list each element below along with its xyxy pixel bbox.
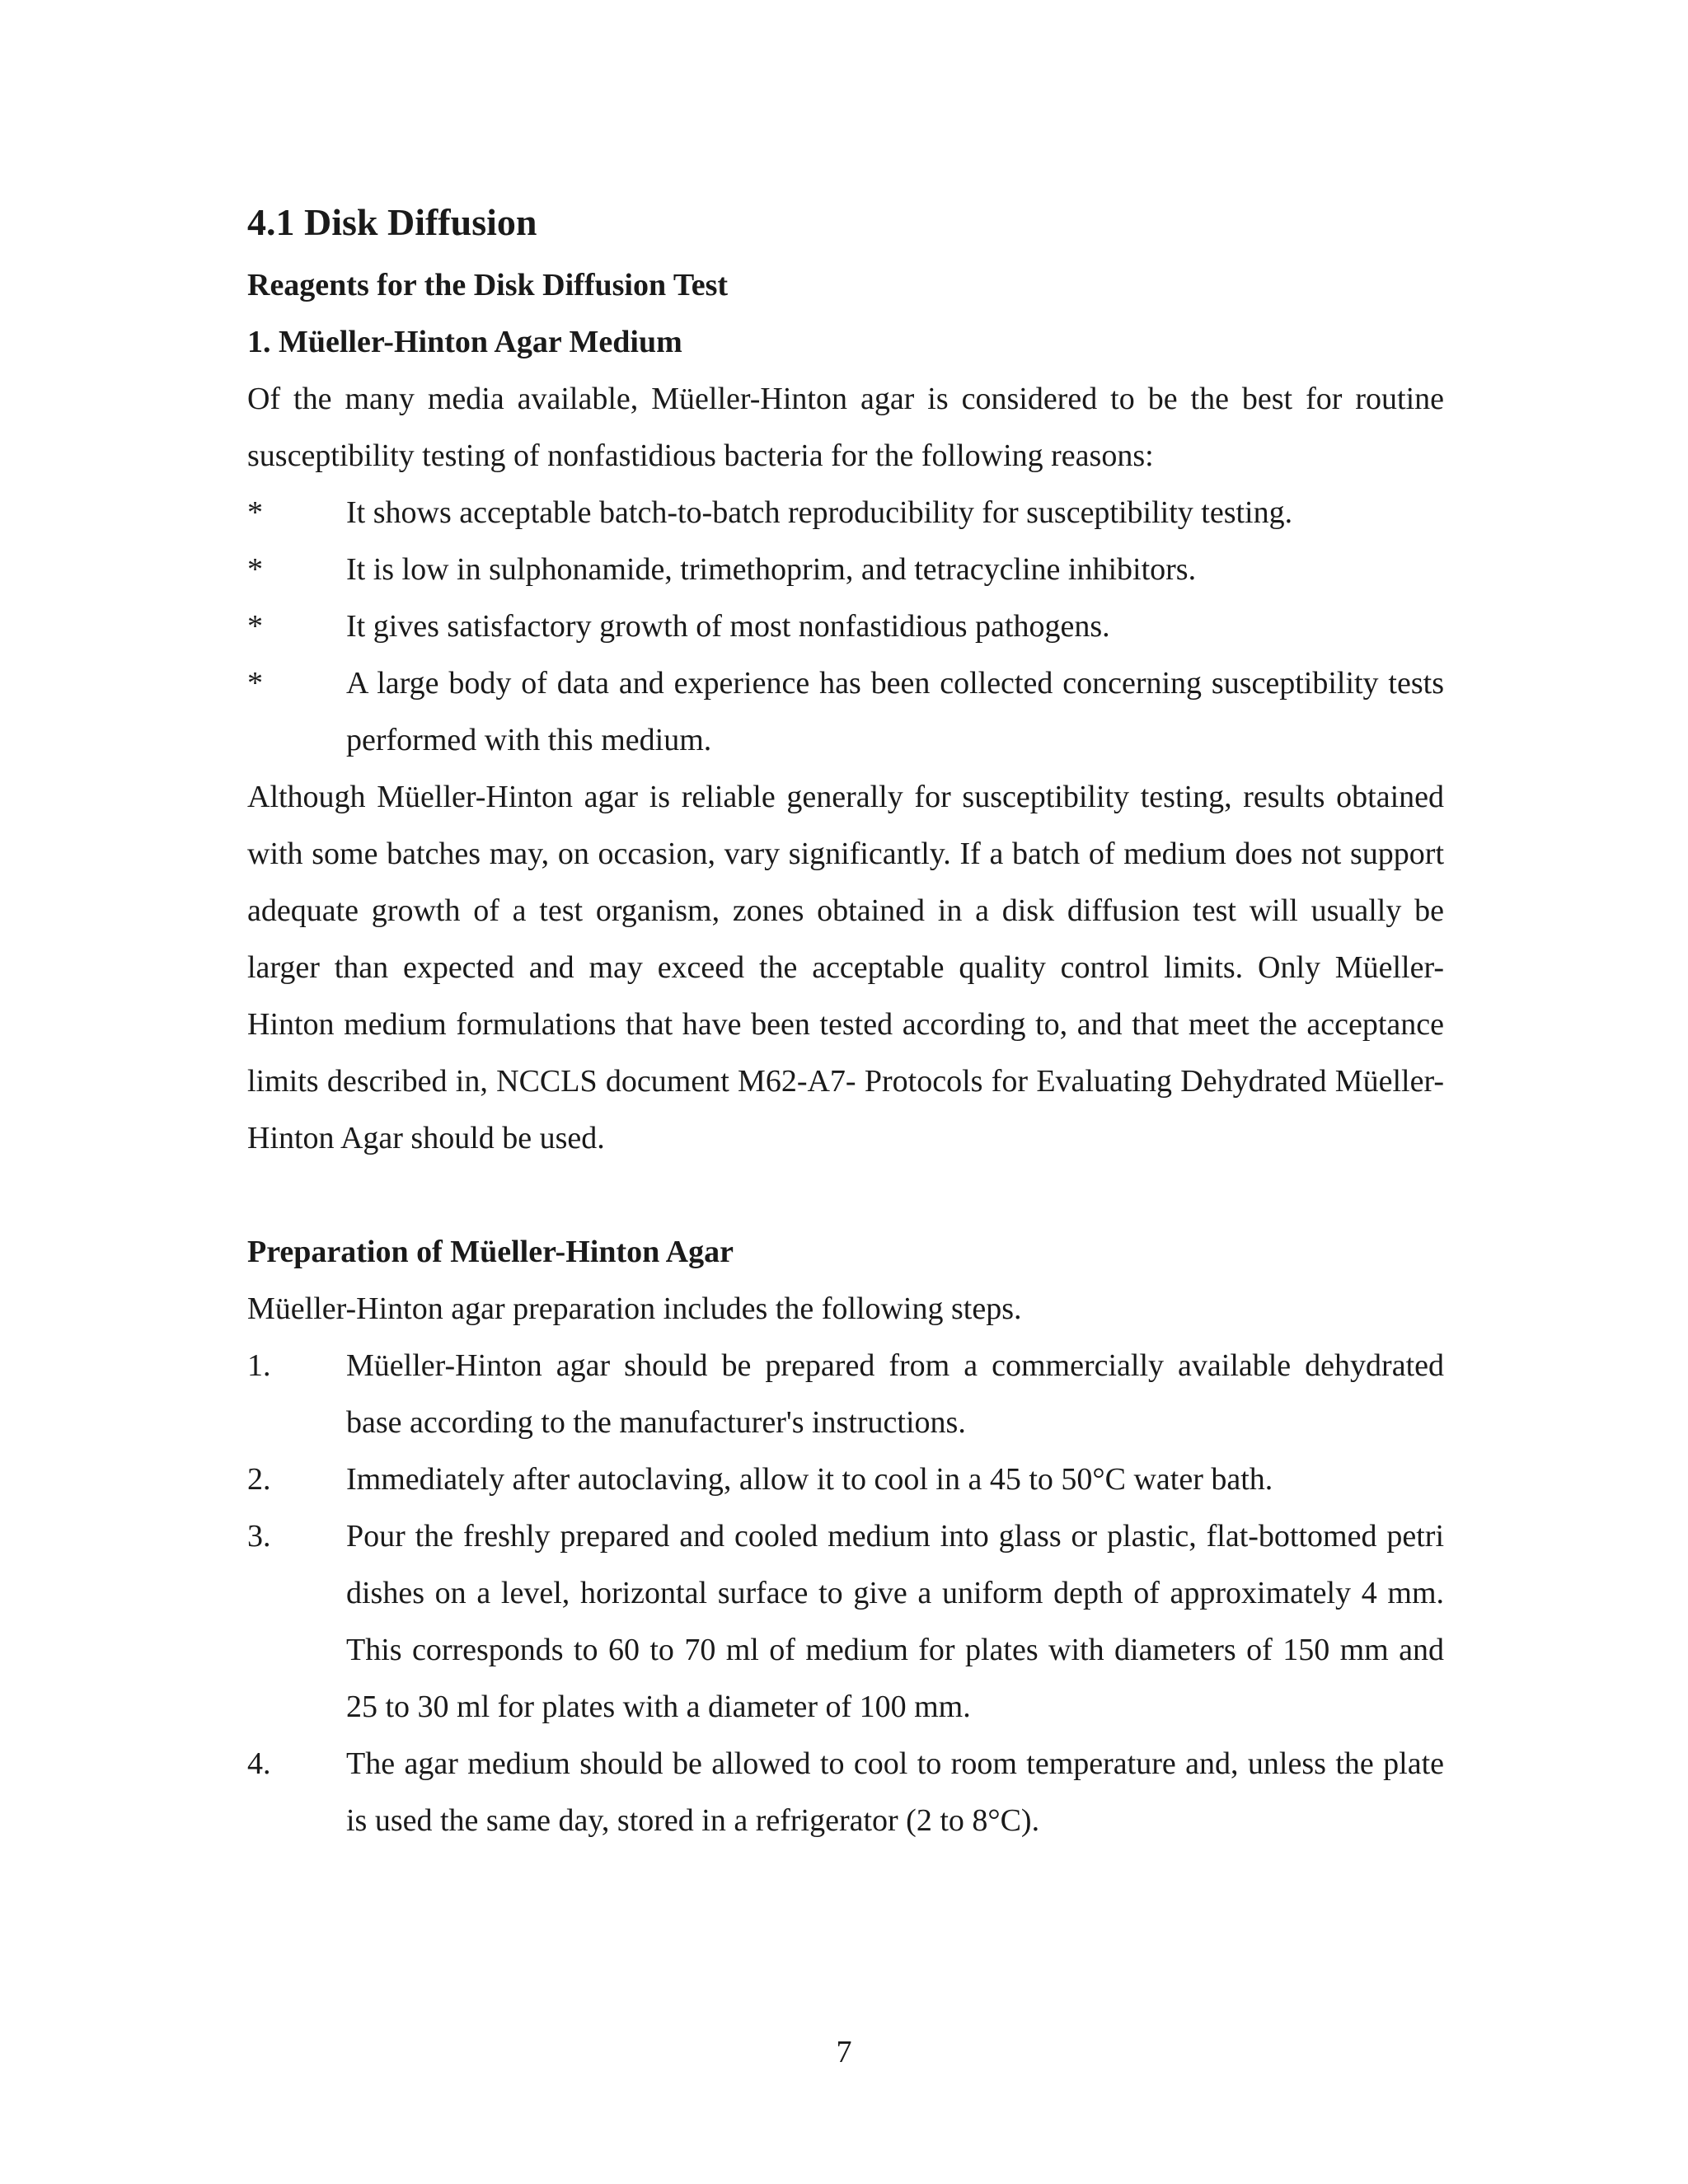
bullet-marker: *: [247, 552, 263, 587]
list-item: [247, 655, 1444, 769]
step-number: 1.: [247, 1348, 271, 1383]
step-number: 2.: [247, 1462, 271, 1497]
step-number: 3.: [247, 1519, 271, 1554]
section-spacer: [247, 1167, 1444, 1224]
reagents-heading: Reagents for the Disk Diffusion Test: [247, 268, 729, 302]
list-item-text: It shows acceptable batch-to-batch reproducibility for susceptibility testing.: [346, 495, 1293, 530]
preparation-intro: Müeller-Hinton agar preparation includes the following steps.: [247, 1291, 1022, 1326]
step-number: 4.: [247, 1746, 271, 1781]
section-title: 4.1 Disk Diffusion: [247, 201, 537, 243]
list-item-text: Immediately after autoclaving, allow it to cool in a 45 to 50°C water bath.: [346, 1462, 1273, 1497]
page-number: 7: [836, 2035, 852, 2069]
list-item: [247, 541, 1444, 598]
list-item: [247, 485, 1444, 541]
document-page: [247, 198, 1444, 1849]
list-item: [247, 598, 1444, 655]
preparation-heading: Preparation of Müeller-Hinton Agar: [247, 1235, 734, 1269]
list-item-text: It gives satisfactory growth of most nonfastidious pathogens.: [346, 609, 1110, 644]
list-item-text: Pour the freshly prepared and cooled medium into glass or plastic, flat-bottomed petri dishes on a level, horizontal surface to give a uniform depth of approximately 4 mm. This corresponds to 60 to 70 ml of medium for plates with diameters of 150 mm and 25 to 30 ml for plates with a diameter of 100 mm.: [346, 1519, 1444, 1724]
preparation-steps: [247, 1338, 1444, 1849]
bullet-marker: *: [247, 609, 263, 644]
bullet-marker: *: [247, 495, 263, 530]
list-item-text: The agar medium should be allowed to cool to room temperature and, unless the plate is used the same day, stored in a refrigerator (2 to 8°C).: [346, 1746, 1444, 1838]
list-item-text: Müeller-Hinton agar should be prepared from a commercially available dehydrated base according to the manufacturer's instructions.: [346, 1348, 1444, 1440]
medium-heading: 1. Müeller-Hinton Agar Medium: [247, 325, 682, 359]
list-item-text: It is low in sulphonamide, trimethoprim, and tetracycline inhibitors.: [346, 552, 1197, 587]
list-item: [247, 1451, 1444, 1508]
bullet-marker: *: [247, 666, 263, 701]
list-item: [247, 1736, 1444, 1849]
reliability-paragraph: Although Müeller-Hinton agar is reliable generally for susceptibility testing, results obtained with some batches may, on occasion, vary significantly. If a batch of medium does not support adequate growth of a test organism, zones obtained in a disk diffusion test will usually be larger than expected and may exceed the acceptable quality control limits. Only Müeller-Hinton medium formulations that have been tested according to, and that meet the acceptance limits described in, NCCLS document M62-A7- Protocols for Evaluating Dehydrated Müeller-Hinton Agar should be used.: [247, 780, 1444, 1155]
list-item: [247, 1338, 1444, 1451]
list-item: [247, 1508, 1444, 1736]
list-item-text: A large body of data and experience has been collected concerning susceptibility tests performed with this medium.: [346, 666, 1444, 757]
intro-paragraph: Of the many media available, Müeller-Hinton agar is considered to be the best for routine susceptibility testing of nonfastidious bacteria for the following reasons:: [247, 382, 1444, 473]
reasons-list: [247, 485, 1444, 769]
